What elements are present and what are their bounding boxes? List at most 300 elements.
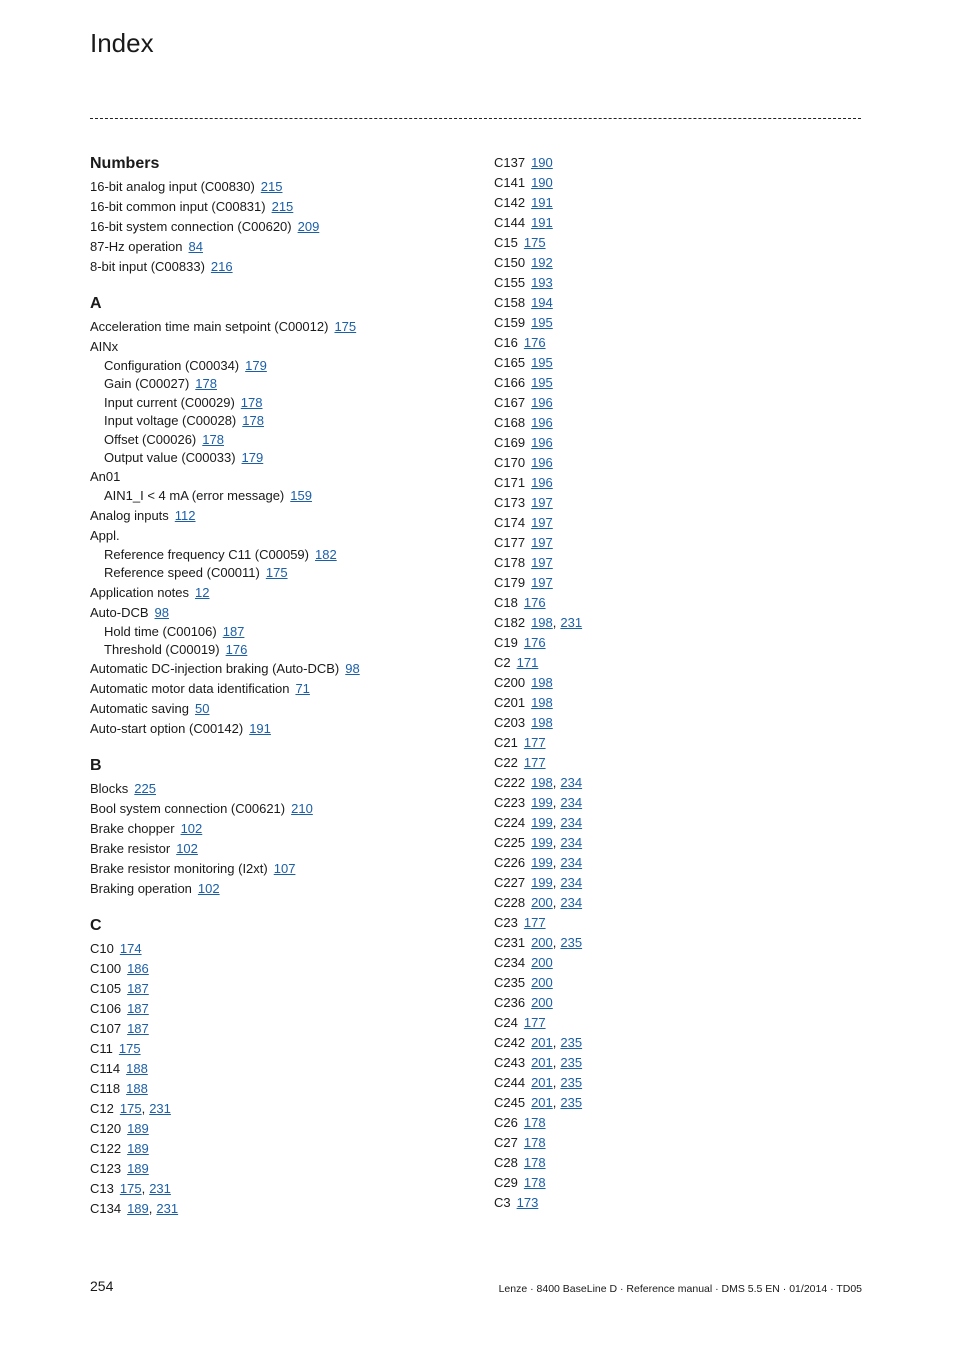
index-entry (494, 893, 874, 913)
index-entry (90, 979, 480, 999)
index-entry (494, 653, 874, 673)
index-term: C167 (494, 395, 526, 410)
index-term: AINx (90, 339, 119, 354)
index-entry (494, 493, 874, 513)
index-entry (494, 373, 874, 393)
page-link[interactable]: 231 (149, 1101, 171, 1117)
index-term: C29 (494, 1175, 518, 1190)
page-link[interactable]: 235 (560, 1075, 583, 1090)
page-link[interactable]: 193 (531, 275, 553, 290)
page-link[interactable]: 178 (523, 1175, 546, 1190)
index-entry (494, 413, 874, 433)
index-term: Auto-start option (C00142) (90, 721, 244, 737)
index-entry (494, 633, 874, 653)
page-link[interactable]: 102 (180, 821, 203, 837)
index-term: C225 (494, 835, 526, 850)
index-term: Threshold (C00019) (104, 641, 220, 657)
page-link[interactable]: 190 (531, 155, 553, 170)
index-entry (494, 593, 874, 613)
index-entry (494, 353, 874, 373)
page-link[interactable]: 189 (127, 1201, 149, 1217)
page-link[interactable]: 191 (249, 721, 271, 737)
page-link[interactable]: 196 (531, 475, 553, 490)
page-separator: , (148, 1201, 153, 1217)
index-entry (494, 553, 874, 573)
index-term: C22 (494, 755, 518, 770)
page-link[interactable]: 198 (531, 695, 553, 710)
index-term: C170 (494, 455, 526, 470)
index-entry (494, 713, 874, 733)
page-link[interactable]: 234 (560, 835, 583, 850)
index-entry (90, 699, 480, 719)
index-entry (494, 1193, 874, 1213)
index-term: C13 (90, 1181, 114, 1197)
page-link[interactable]: 176 (523, 335, 546, 350)
index-term: C224 (494, 815, 526, 830)
index-term: C27 (494, 1135, 518, 1150)
page-link[interactable]: 188 (126, 1081, 148, 1097)
index-entry (90, 337, 480, 357)
page-link[interactable]: 199 (531, 815, 553, 830)
page-link[interactable]: 175 (119, 1101, 142, 1117)
page-link[interactable]: 200 (531, 935, 553, 950)
page-link[interactable]: 235 (560, 1095, 583, 1110)
page-link[interactable]: 197 (531, 575, 553, 590)
page-link[interactable]: 177 (523, 1015, 546, 1030)
index-entry (494, 433, 874, 453)
index-term: 87-Hz operation (90, 239, 183, 254)
index-entry (90, 197, 480, 217)
page-link[interactable]: 201 (531, 1035, 553, 1050)
index-term: An01 (90, 469, 121, 485)
index-entry (494, 233, 874, 253)
index-term: C142 (494, 195, 526, 210)
page-link[interactable]: 12 (195, 584, 210, 600)
index-term: 16-bit analog input (C00830) (90, 179, 255, 194)
page-link[interactable]: 197 (531, 555, 553, 570)
index-entry (494, 453, 874, 473)
index-entry (494, 1093, 874, 1113)
page-title: Index (90, 28, 154, 58)
page-link[interactable]: 102 (176, 841, 198, 857)
page-link[interactable]: 198 (531, 675, 553, 690)
index-term: C23 (494, 915, 518, 930)
index-term: C105 (90, 981, 122, 997)
index-entry (494, 793, 874, 813)
page-link[interactable]: 178 (240, 394, 263, 410)
index-term: C10 (90, 941, 114, 957)
page-link[interactable]: 231 (156, 1201, 179, 1217)
page-separator: , (552, 875, 557, 890)
index-term: C174 (494, 515, 526, 530)
index-entry (494, 313, 874, 333)
page-link[interactable]: 197 (531, 535, 553, 550)
page-link[interactable]: 194 (531, 295, 553, 310)
page-link[interactable]: 235 (560, 1035, 583, 1050)
index-term: C179 (494, 575, 526, 590)
page-link[interactable]: 196 (531, 435, 553, 450)
page-link[interactable]: 200 (531, 995, 553, 1010)
index-entry (90, 1179, 480, 1199)
page-link[interactable]: 50 (195, 701, 210, 717)
index-entry (90, 1059, 480, 1079)
index-term: C168 (494, 415, 526, 430)
index-entry (494, 613, 874, 633)
index-entry (90, 719, 480, 739)
page-separator: , (552, 895, 557, 910)
page-link[interactable]: 200 (531, 895, 553, 910)
index-entry (90, 603, 480, 623)
index-term: C159 (494, 315, 526, 330)
page-link[interactable]: 178 (523, 1135, 546, 1150)
index-entry (494, 573, 874, 593)
index-term: 16-bit system connection (C00620) (90, 219, 292, 234)
page-link[interactable]: 187 (222, 623, 245, 639)
index-term: Configuration (C00034) (104, 358, 240, 373)
page-link[interactable]: 215 (271, 199, 294, 214)
page-separator: , (552, 795, 557, 810)
index-term: C166 (494, 375, 526, 390)
index-term: Auto-DCB (90, 604, 149, 620)
index-entry (90, 959, 480, 979)
index-term: 16-bit common input (C00831) (90, 199, 266, 214)
page-link[interactable]: 186 (127, 961, 149, 977)
index-entry (90, 526, 480, 546)
page-separator: , (552, 855, 557, 870)
page-separator: , (552, 775, 557, 790)
index-column-left (90, 153, 480, 1235)
index-entry (90, 939, 480, 959)
index-term: C222 (494, 775, 526, 790)
index-entry (494, 993, 874, 1013)
index-term: Brake resistor (90, 841, 171, 857)
section-heading: A (90, 295, 102, 312)
index-entry (90, 1139, 480, 1159)
page-link[interactable]: 187 (127, 981, 149, 997)
page-link[interactable]: 215 (260, 179, 283, 194)
page-link[interactable]: 201 (531, 1055, 553, 1070)
page-link[interactable]: 177 (523, 735, 546, 750)
page-link[interactable]: 197 (531, 515, 553, 530)
index-term: C169 (494, 435, 526, 450)
page-link[interactable]: 234 (560, 795, 583, 810)
page-separator: , (141, 1101, 146, 1117)
page-link[interactable]: 195 (531, 315, 553, 330)
index-entry (494, 533, 874, 553)
footer-document-info: Lenze · 8400 BaseLine D · Reference manual · DMS 5.5 EN · 01/2014 · TD05 (498, 1283, 862, 1295)
page-link[interactable]: 178 (242, 413, 264, 429)
index-term: C228 (494, 895, 526, 910)
page-link[interactable]: 210 (291, 801, 313, 817)
index-entry (494, 473, 874, 493)
index-entry (90, 819, 480, 839)
index-term: C123 (90, 1161, 122, 1177)
index-term: Reference frequency C11 (C00059) (104, 546, 309, 562)
page-link[interactable]: 198 (531, 775, 553, 790)
index-term: C245 (494, 1095, 526, 1110)
index-term: Acceleration time main setpoint (C00012) (90, 319, 329, 334)
page-link[interactable]: 216 (210, 259, 233, 274)
index-entry (90, 779, 480, 799)
index-term: C182 (494, 615, 526, 630)
index-entry (90, 999, 480, 1019)
page-link[interactable]: 176 (523, 595, 546, 610)
page-link[interactable]: 189 (127, 1161, 149, 1177)
page-link[interactable]: 209 (297, 219, 320, 234)
index-term: Braking operation (90, 881, 192, 897)
page-link[interactable]: 199 (531, 875, 553, 890)
page-link[interactable]: 195 (531, 375, 553, 390)
index-subentry (90, 375, 480, 393)
index-entry (494, 973, 874, 993)
section-heading: B (90, 757, 102, 775)
page-link[interactable]: 196 (531, 455, 553, 470)
index-term: C223 (494, 795, 526, 810)
page-link[interactable]: 201 (531, 1075, 553, 1090)
index-term: AIN1_I < 4 mA (error message) (104, 488, 285, 504)
index-entry (90, 1039, 480, 1059)
index-entry (90, 879, 480, 899)
index-subentry (90, 394, 480, 412)
index-term: Reference speed (C00011) (104, 565, 260, 581)
index-entry (90, 1079, 480, 1099)
page-link[interactable]: 231 (149, 1181, 171, 1197)
page-link[interactable]: 200 (531, 955, 553, 970)
page-separator: , (552, 1035, 557, 1050)
page-link[interactable]: 178 (523, 1115, 546, 1130)
page-link[interactable]: 107 (273, 861, 296, 877)
page-separator: , (552, 835, 557, 850)
page-link[interactable]: 189 (127, 1141, 149, 1157)
index-term: C177 (494, 535, 526, 550)
index-entry (90, 1159, 480, 1179)
index-entry (494, 393, 874, 413)
index-term: Input voltage (C00028) (104, 413, 237, 429)
index-term: C155 (494, 275, 526, 290)
index-term: Automatic saving (90, 701, 189, 717)
index-entry (90, 1019, 480, 1039)
index-entry (494, 953, 874, 973)
page-link[interactable]: 174 (119, 941, 142, 957)
index-subentry (90, 431, 480, 449)
index-term: Automatic DC-injection braking (Auto-DCB) (90, 661, 340, 677)
index-term: Bool system connection (C00621) (90, 801, 286, 817)
page-link[interactable]: 84 (188, 239, 203, 254)
page-link[interactable]: 175 (334, 319, 357, 334)
page-link[interactable]: 188 (126, 1061, 148, 1077)
index-subentry (90, 623, 480, 641)
index-entry (90, 799, 480, 819)
page-link[interactable]: 192 (531, 255, 553, 270)
page-link[interactable]: 98 (154, 604, 169, 620)
index-term: C144 (494, 215, 526, 230)
index-term: C21 (494, 735, 518, 750)
index-entry (90, 1099, 480, 1119)
page-link[interactable]: 112 (174, 507, 196, 523)
section-heading: Numbers (90, 155, 160, 172)
index-entry (494, 153, 874, 173)
index-term: Analog inputs (90, 507, 169, 523)
index-entry (494, 1153, 874, 1173)
index-term: C100 (90, 961, 122, 977)
page-number: 254 (90, 1278, 114, 1294)
page-link[interactable]: 235 (560, 1055, 583, 1070)
index-term: C150 (494, 255, 526, 270)
page-link[interactable]: 177 (523, 755, 546, 770)
index-entry (494, 873, 874, 893)
page-link[interactable]: 178 (202, 431, 224, 447)
index-entry (90, 859, 480, 879)
page-link[interactable]: 187 (127, 1001, 149, 1017)
page-link[interactable]: 201 (531, 1095, 553, 1110)
index-subentry (90, 564, 480, 582)
index-term: C158 (494, 295, 526, 310)
index-entry (494, 173, 874, 193)
page-link[interactable]: 182 (315, 546, 337, 562)
index-entry (90, 659, 480, 679)
index-entry (494, 833, 874, 853)
page-link[interactable]: 234 (560, 775, 583, 790)
page-separator: , (552, 1055, 557, 1070)
page-link[interactable]: 175 (265, 565, 288, 581)
page-link[interactable]: 175 (523, 235, 546, 250)
index-entry (90, 1199, 480, 1219)
page-link[interactable]: 199 (531, 835, 553, 850)
page-link[interactable]: 200 (531, 975, 553, 990)
index-entry (494, 733, 874, 753)
page-link[interactable]: 225 (134, 781, 156, 797)
page-link[interactable]: 235 (560, 935, 583, 950)
index-term: C178 (494, 555, 526, 570)
index-entry (494, 1073, 874, 1093)
page-link[interactable]: 175 (119, 1181, 142, 1197)
index-entry (494, 693, 874, 713)
page-link[interactable]: 177 (523, 915, 546, 930)
index-term: Automatic motor data identification (90, 681, 290, 697)
page-link[interactable]: 179 (241, 449, 264, 465)
index-term: C231 (494, 935, 526, 950)
index-entry (494, 333, 874, 353)
page-link[interactable]: 176 (225, 641, 248, 657)
page-link[interactable]: 191 (531, 195, 553, 210)
index-term: C120 (90, 1121, 122, 1137)
index-section (90, 293, 480, 739)
page-separator: , (141, 1181, 146, 1197)
page-link[interactable]: 178 (523, 1155, 546, 1170)
page-link[interactable]: 176 (523, 635, 546, 650)
page-separator: , (552, 1095, 557, 1110)
index-term: C11 (90, 1041, 113, 1057)
index-subentry (90, 412, 480, 430)
index-entry (90, 467, 480, 487)
page-link[interactable]: 173 (516, 1195, 539, 1210)
index-term: Application notes (90, 584, 190, 600)
index-term: Input current (C00029) (104, 394, 235, 410)
section-heading: C (90, 917, 102, 935)
index-entry (90, 217, 480, 237)
page-link[interactable]: 196 (531, 395, 553, 410)
page-link[interactable]: 234 (560, 815, 583, 830)
index-term: C15 (494, 235, 518, 250)
page-link[interactable]: 171 (516, 655, 539, 670)
index-term: C243 (494, 1055, 526, 1070)
page-link[interactable]: 195 (531, 355, 553, 370)
index-section (90, 755, 480, 899)
index-entry (90, 237, 480, 257)
index-term: Brake resistor monitoring (I2xt) (90, 861, 268, 877)
page-separator: , (552, 615, 557, 630)
index-term: Offset (C00026) (104, 431, 197, 447)
index-subentry (90, 546, 480, 564)
index-term: C16 (494, 335, 518, 350)
index-term: Blocks (90, 781, 129, 797)
index-entry (90, 679, 480, 699)
page-separator: , (552, 815, 557, 830)
index-entry (494, 1013, 874, 1033)
page-separator: , (552, 1075, 557, 1090)
page-link[interactable]: 234 (560, 875, 583, 890)
page-separator: , (552, 935, 557, 950)
index-subentry (90, 641, 480, 659)
index-entry (494, 773, 874, 793)
index-entry (494, 853, 874, 873)
page-link[interactable]: 98 (345, 661, 360, 677)
index-entry (90, 257, 480, 277)
page-link[interactable]: 179 (245, 358, 267, 373)
page-link[interactable]: 190 (531, 175, 553, 190)
page-link[interactable]: 199 (531, 855, 553, 870)
page-link[interactable]: 196 (531, 415, 553, 430)
page-link[interactable]: 197 (531, 495, 553, 510)
index-term: C106 (90, 1001, 122, 1017)
index-entry (494, 1113, 874, 1133)
page-link[interactable]: 191 (531, 215, 553, 230)
index-entry (494, 753, 874, 773)
page-link[interactable]: 102 (197, 881, 220, 897)
index-term: C3 (494, 1195, 511, 1210)
index-entry (494, 813, 874, 833)
page-link[interactable]: 198 (531, 615, 553, 630)
index-term: C201 (494, 695, 526, 710)
page-link[interactable]: 231 (560, 615, 583, 630)
index-entry (90, 583, 480, 603)
page-link[interactable]: 189 (127, 1121, 149, 1137)
index-term: Brake chopper (90, 821, 175, 837)
page-link[interactable]: 159 (290, 488, 312, 504)
index-entry (494, 513, 874, 533)
page-link[interactable]: 234 (560, 855, 583, 870)
index-section (90, 915, 480, 1219)
index-subentry (90, 357, 480, 375)
index-entry (90, 839, 480, 859)
page-link[interactable]: 175 (118, 1041, 141, 1057)
index-term: C171 (494, 475, 526, 490)
index-subentry (90, 449, 480, 467)
page-link[interactable]: 199 (531, 795, 553, 810)
page-link[interactable]: 178 (195, 376, 217, 392)
index-term: C226 (494, 855, 526, 870)
page-link[interactable]: 187 (127, 1021, 149, 1037)
index-term: C137 (494, 155, 526, 170)
page-link[interactable]: 71 (295, 681, 310, 697)
index-term: Gain (C00027) (104, 376, 190, 392)
index-term: C19 (494, 635, 518, 650)
page-link[interactable]: 234 (560, 895, 583, 910)
page-link[interactable]: 198 (531, 715, 553, 730)
index-entry (90, 177, 480, 197)
index-entry (494, 1053, 874, 1073)
index-term: C227 (494, 875, 526, 890)
